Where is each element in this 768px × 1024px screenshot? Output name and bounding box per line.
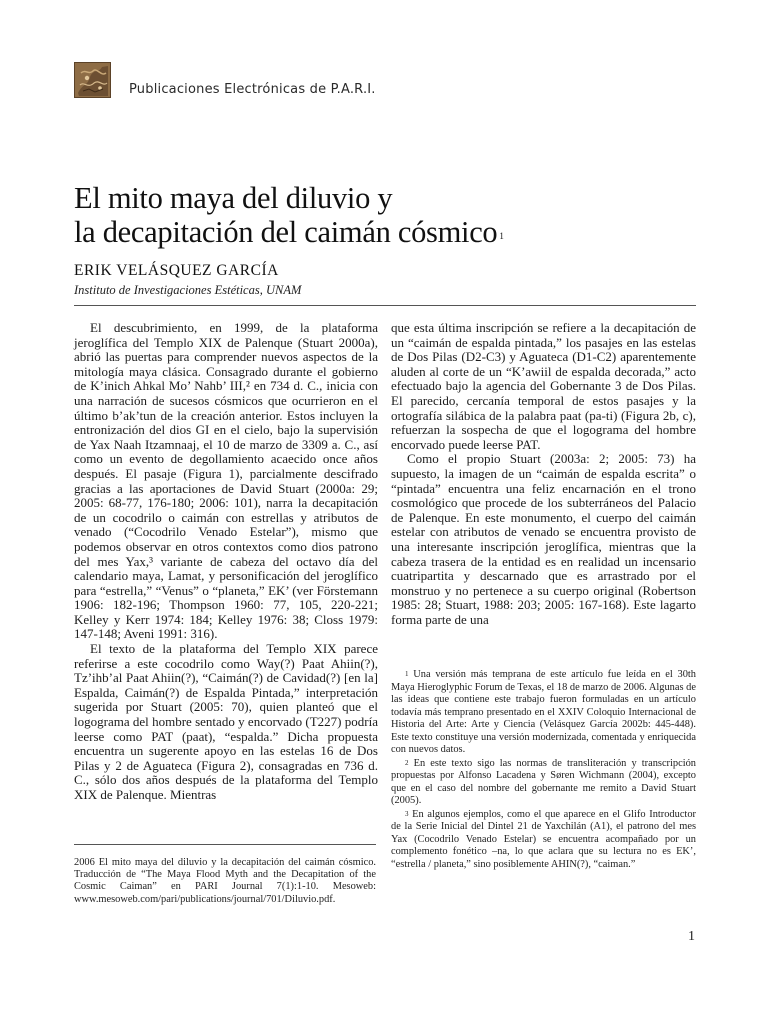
pari-logo-icon xyxy=(74,62,111,98)
footnote-mark: 3 xyxy=(405,809,409,818)
title-line-2-text: la decapitación del caimán cósmico xyxy=(74,215,498,249)
body-paragraph: El texto de la plataforma del Templo XIX parece referirse a este cocodrilo como Way(?) Paat Ahiin(?), Tz’ihb’al Paat Ahiin(?), “Caimán(?) de Cavidad(?) [en la] Espalda, Caimán(?) de Espalda Pintada,” interpretación sugerida por Stuart (2005: 70), quien planteó que el logograma del hombre sentado y encorvado (T227) podría leerse como PAT (paat), “espalda.” Dicha propuesta encuentra un sugerente apoyo en las estelas 16 de Dos Pilas y 2 de Aguateca (Figura 2), consagradas en 736 d. C., sólo dos años después de la plataforma del Templo XIX de Palenque. Mientras xyxy=(74,641,378,802)
body-paragraph: que esta última inscripción se refiere a la decapitación de un “caimán de espalda pintada,” los pasajes en las estelas de Dos Pilas (D2-C3) y Aguateca (D1-C2) aparentemente aluden al corte de un “K’awiil de espalda decorada,” acto efectuado bajo la agencia del Gobernante 3 de Dos Pilas. El parecido, cercanía temporal de estos pasajes y la ortografía silábica de la palabra paat (pa-ti) (Figura 2b, c), refuerzan la sospecha de que el logograma del hombre encorvado puede leerse PAT. xyxy=(391,320,696,452)
footnotes xyxy=(391,669,696,872)
footnote xyxy=(391,758,696,808)
title-line-1: El mito maya del diluvio y xyxy=(74,181,393,215)
footnote xyxy=(391,809,696,872)
header-divider xyxy=(74,305,696,306)
footnote-mark: 2 xyxy=(405,758,409,767)
title-footnote-mark[interactable]: 1 xyxy=(499,231,504,241)
footnote-text: En este texto sigo las normas de transliteración y transcripción propuestas por Alfonso Lacadena y Søren Wichmann (2004), excepto que en el caso del nombre del gobernante me remito a David Stuart (2005). xyxy=(391,757,696,806)
article-title xyxy=(74,181,694,249)
title-line-2 xyxy=(74,215,694,249)
citation-divider xyxy=(74,844,376,845)
footnote-text: En algunos ejemplos, como el que aparece en el Glifo Introductor de la Serie Inicial del Dintel 21 de Yaxchilán (A1), el patrono del mes Yax (Cocodrilo Venado Estelar) se encuentra acompañado por un complemento fonético –na, lo que aclara que su lectura no es EK’, “estrella / planeta,” sino posiblemente AHIN(?), “caiman.” xyxy=(391,808,696,870)
footnote xyxy=(391,669,696,757)
author-affiliation: Instituto de Investigaciones Estéticas, UNAM xyxy=(74,283,302,297)
footnote-text: Una versión más temprana de este artículo fue leída en el 30th Maya Hieroglyphic Forum de Texas, el 18 de marzo de 2006. Algunas de las ideas que contiene este trabajo fueron formuladas en un artículo todavía más temprano presentado en el XXIV Coloquio Internacional de Historia del Arte: Arte y Ciencia (Velásquez García 2002b: 445-448). Este texto constituye una versión modernizada, comentada y enriquecida con nuevos datos. xyxy=(391,669,696,755)
citation-note: 2006 El mito maya del diluvio y la decapitación del caimán cósmico. Traducción de “The Maya Flood Myth and the Decapitation of the Cosmic Caiman” en PARI Journal 7(1):1-10. Mesoweb: www.mesoweb.com/pari/publications/journal/701/Diluvio.pdf. xyxy=(74,857,376,905)
body-column-right xyxy=(391,321,696,627)
page-number: 1 xyxy=(688,929,695,944)
body-paragraph: El descubrimiento, en 1999, de la plataforma jeroglífica del Templo XIX de Palenque (Stuart 2000a), abrió las puertas para comprender nuevos aspectos de la mitología maya clásica. Consagrado durante el gobierno de K’inich Ahkal Mo’ Nahb’ III,² en 734 d. C., inicia con una narración de sucesos cósmicos que ocurrieron en el último b’ak’tun de la creación anterior. Estos incluyen la entronización del dios GI en el cielo, bajo la supervisión de Yax Naah Itzamnaaj, el 10 de marzo de 3309 a. C., así como un evento de degollamiento acaecido once años después. El pasaje (Figura 1), parcialmente descifrado gracias a las aportaciones de David Stuart (2000a: 29; 2005: 68-77, 176-180; 2006: 101), narra la decapitación de un cocodrilo o caimán con estrellas y atributos de venado (“Cocodrilo Venado Estelar”), mismo que podemos observar en otros contextos como dios patrono del mes Yax,³ variante de cabeza del octavo día del calendario maya, Lamat, y personificación del jeroglífico para “estrella,” “Venus” o “planeta,” EK’ (ver Förstemann 1906: 182-196; Thompson 1960: 77, 105, 220-221; Kelley y Kerr 1974: 184; Kelley 1976: 38; Closs 1979: 147-148; Aveni 1991: 316). xyxy=(74,320,378,642)
series-title: Publicaciones Electrónicas de P.A.R.I. xyxy=(129,82,376,97)
page-header xyxy=(74,62,694,102)
author-name: ERIK VELÁSQUEZ GARCÍA xyxy=(74,262,279,279)
body-column-left xyxy=(74,321,378,803)
body-paragraph: Como el propio Stuart (2003a: 2; 2005: 73) ha supuesto, la imagen de un “caimán de espalda escrita” o “pintada” encuentra una feliz encarnación en el trono cosmológico que procede de los subterráneos del Palacio de Palenque. En este monumento, el cuerpo del caimán estelar con atributos de venado se encuentra provisto de una interesante inscripción jeroglífica, mientras que la cabeza trasera de la entidad es en realidad un incensario cuatripartita y descarnado que es arrastrado por el monstruo y no pertenece a su cuerpo original (Robertson 1985: 28; Stuart, 1988: 203; 2005: 167-168). Este lagarto forma parte de una xyxy=(391,451,696,627)
footnote-mark: 1 xyxy=(405,670,409,678)
